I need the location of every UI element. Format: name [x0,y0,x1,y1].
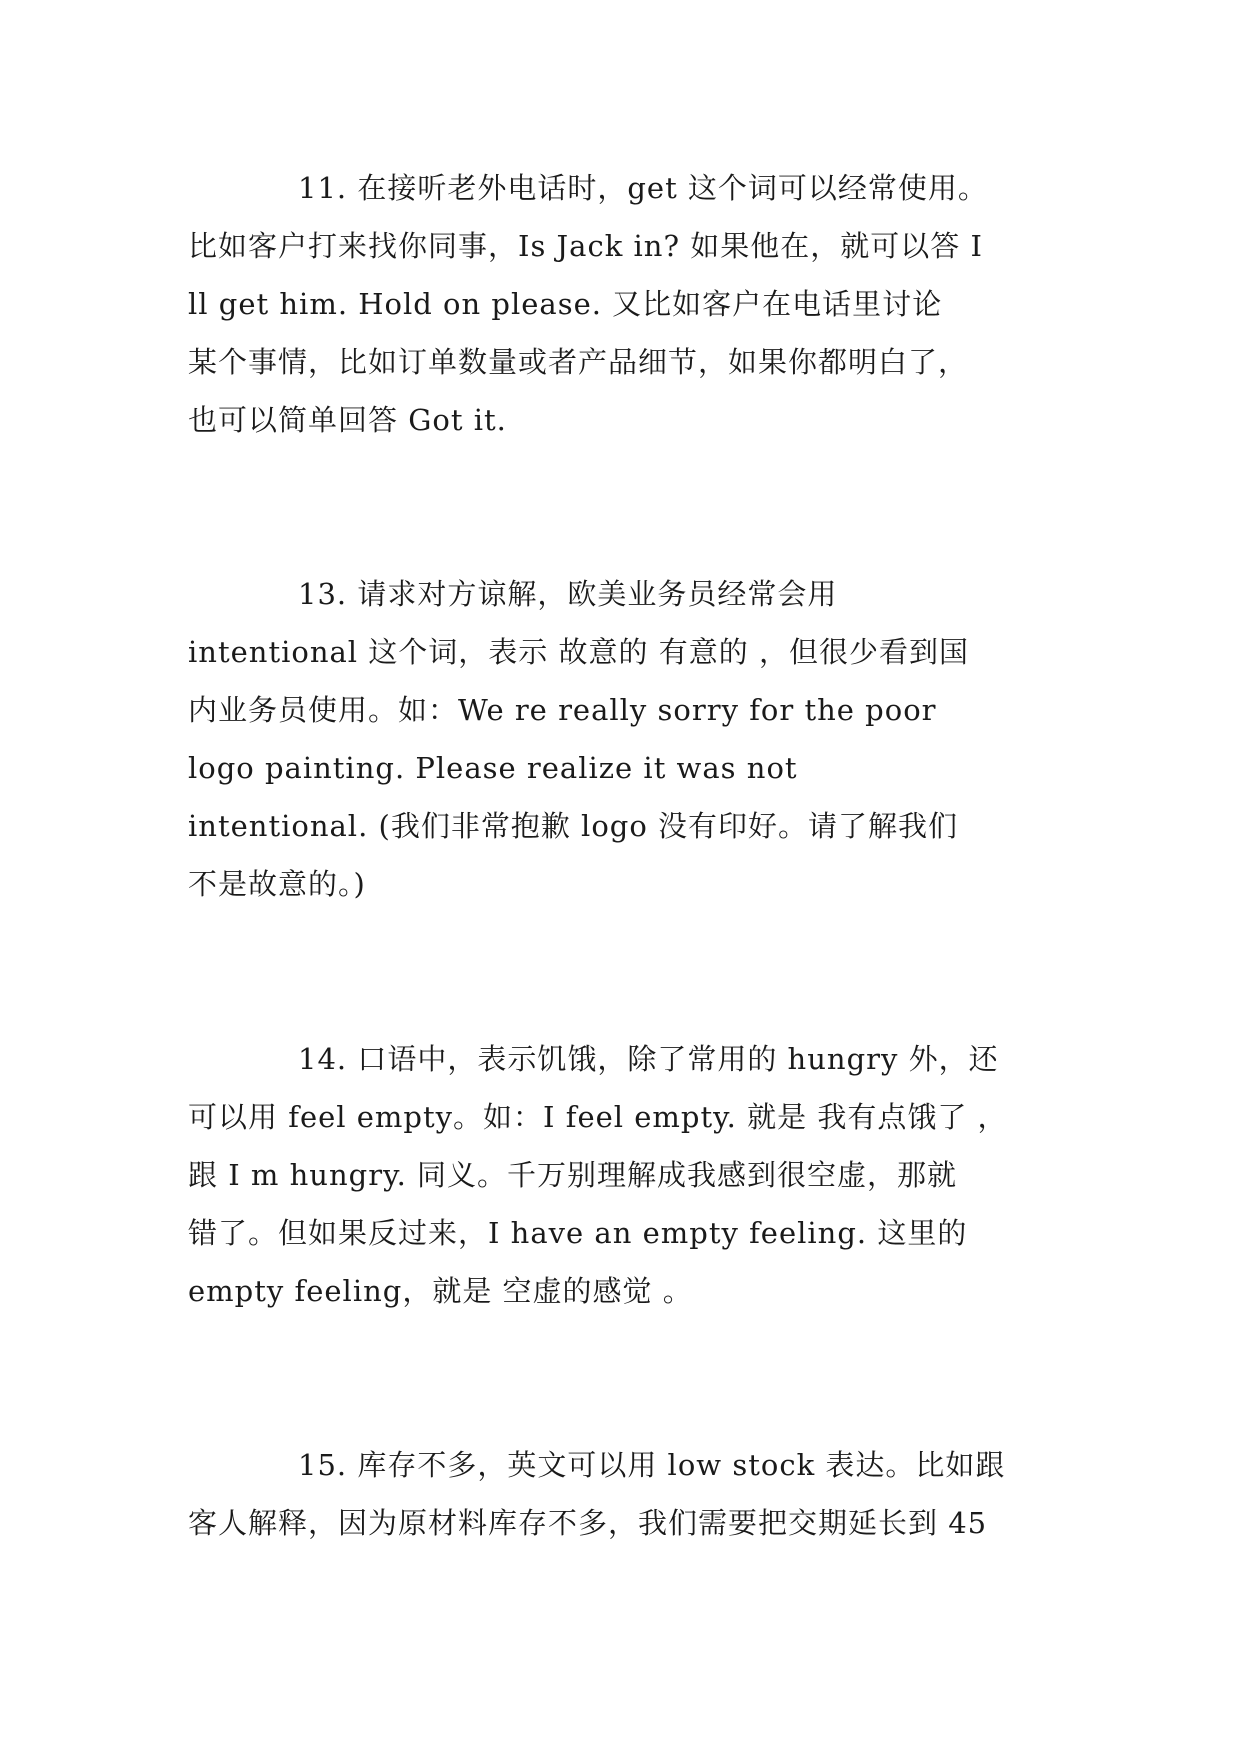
text-line: 比如客户打来找你同事，Is Jack in? 如果他在，就可以答 I [188,229,983,263]
text-line: empty feeling，就是 空虚的感觉 。 [188,1274,693,1308]
text-line: logo painting. Please realize it was not [188,751,798,785]
text-line: 不是故意的。) [188,867,366,901]
text-line: 跟 I m hungry. 同义。千万别理解成我感到很空虚，那就 [188,1158,958,1192]
text-line: ll get him. Hold on please. 又比如客户在电话里讨论 [188,287,943,321]
text-line: 错了。但如果反过来，I have an empty feeling. 这里的 [188,1216,968,1250]
text-line: 14. 口语中，表示饥饿，除了常用的 hungry 外，还 [298,1042,999,1076]
text-line: intentional 这个词，表示 故意的 有意的 ，但很少看到国 [188,635,969,669]
text-line: 内业务员使用。如：We re really sorry for the poor [188,693,937,727]
text-line: 某个事情，比如订单数量或者产品细节，如果你都明白了， [188,345,969,379]
text-line: 也可以简单回答 Got it. [188,403,507,437]
text-line: intentional. (我们非常抱歉 logo 没有印好。请了解我们 [188,809,959,843]
paragraph-item-11 [188,159,1054,449]
paragraph-item-13 [188,565,1054,913]
text-line: 客人解释，因为原材料库存不多，我们需要把交期延长到 45 [188,1506,988,1540]
paragraph-item-14 [188,1030,1054,1320]
text-line: 13. 请求对方谅解，欧美业务员经常会用 [298,577,838,611]
text-line: 11. 在接听老外电话时，get 这个词可以经常使用。 [298,171,988,205]
text-line: 可以用 feel empty。如：I feel empty. 就是 我有点饿了 ， [188,1100,1008,1134]
text-line: 15. 库存不多，英文可以用 low stock 表达。比如跟 [298,1448,1006,1482]
paragraph-item-15 [188,1436,1054,1552]
